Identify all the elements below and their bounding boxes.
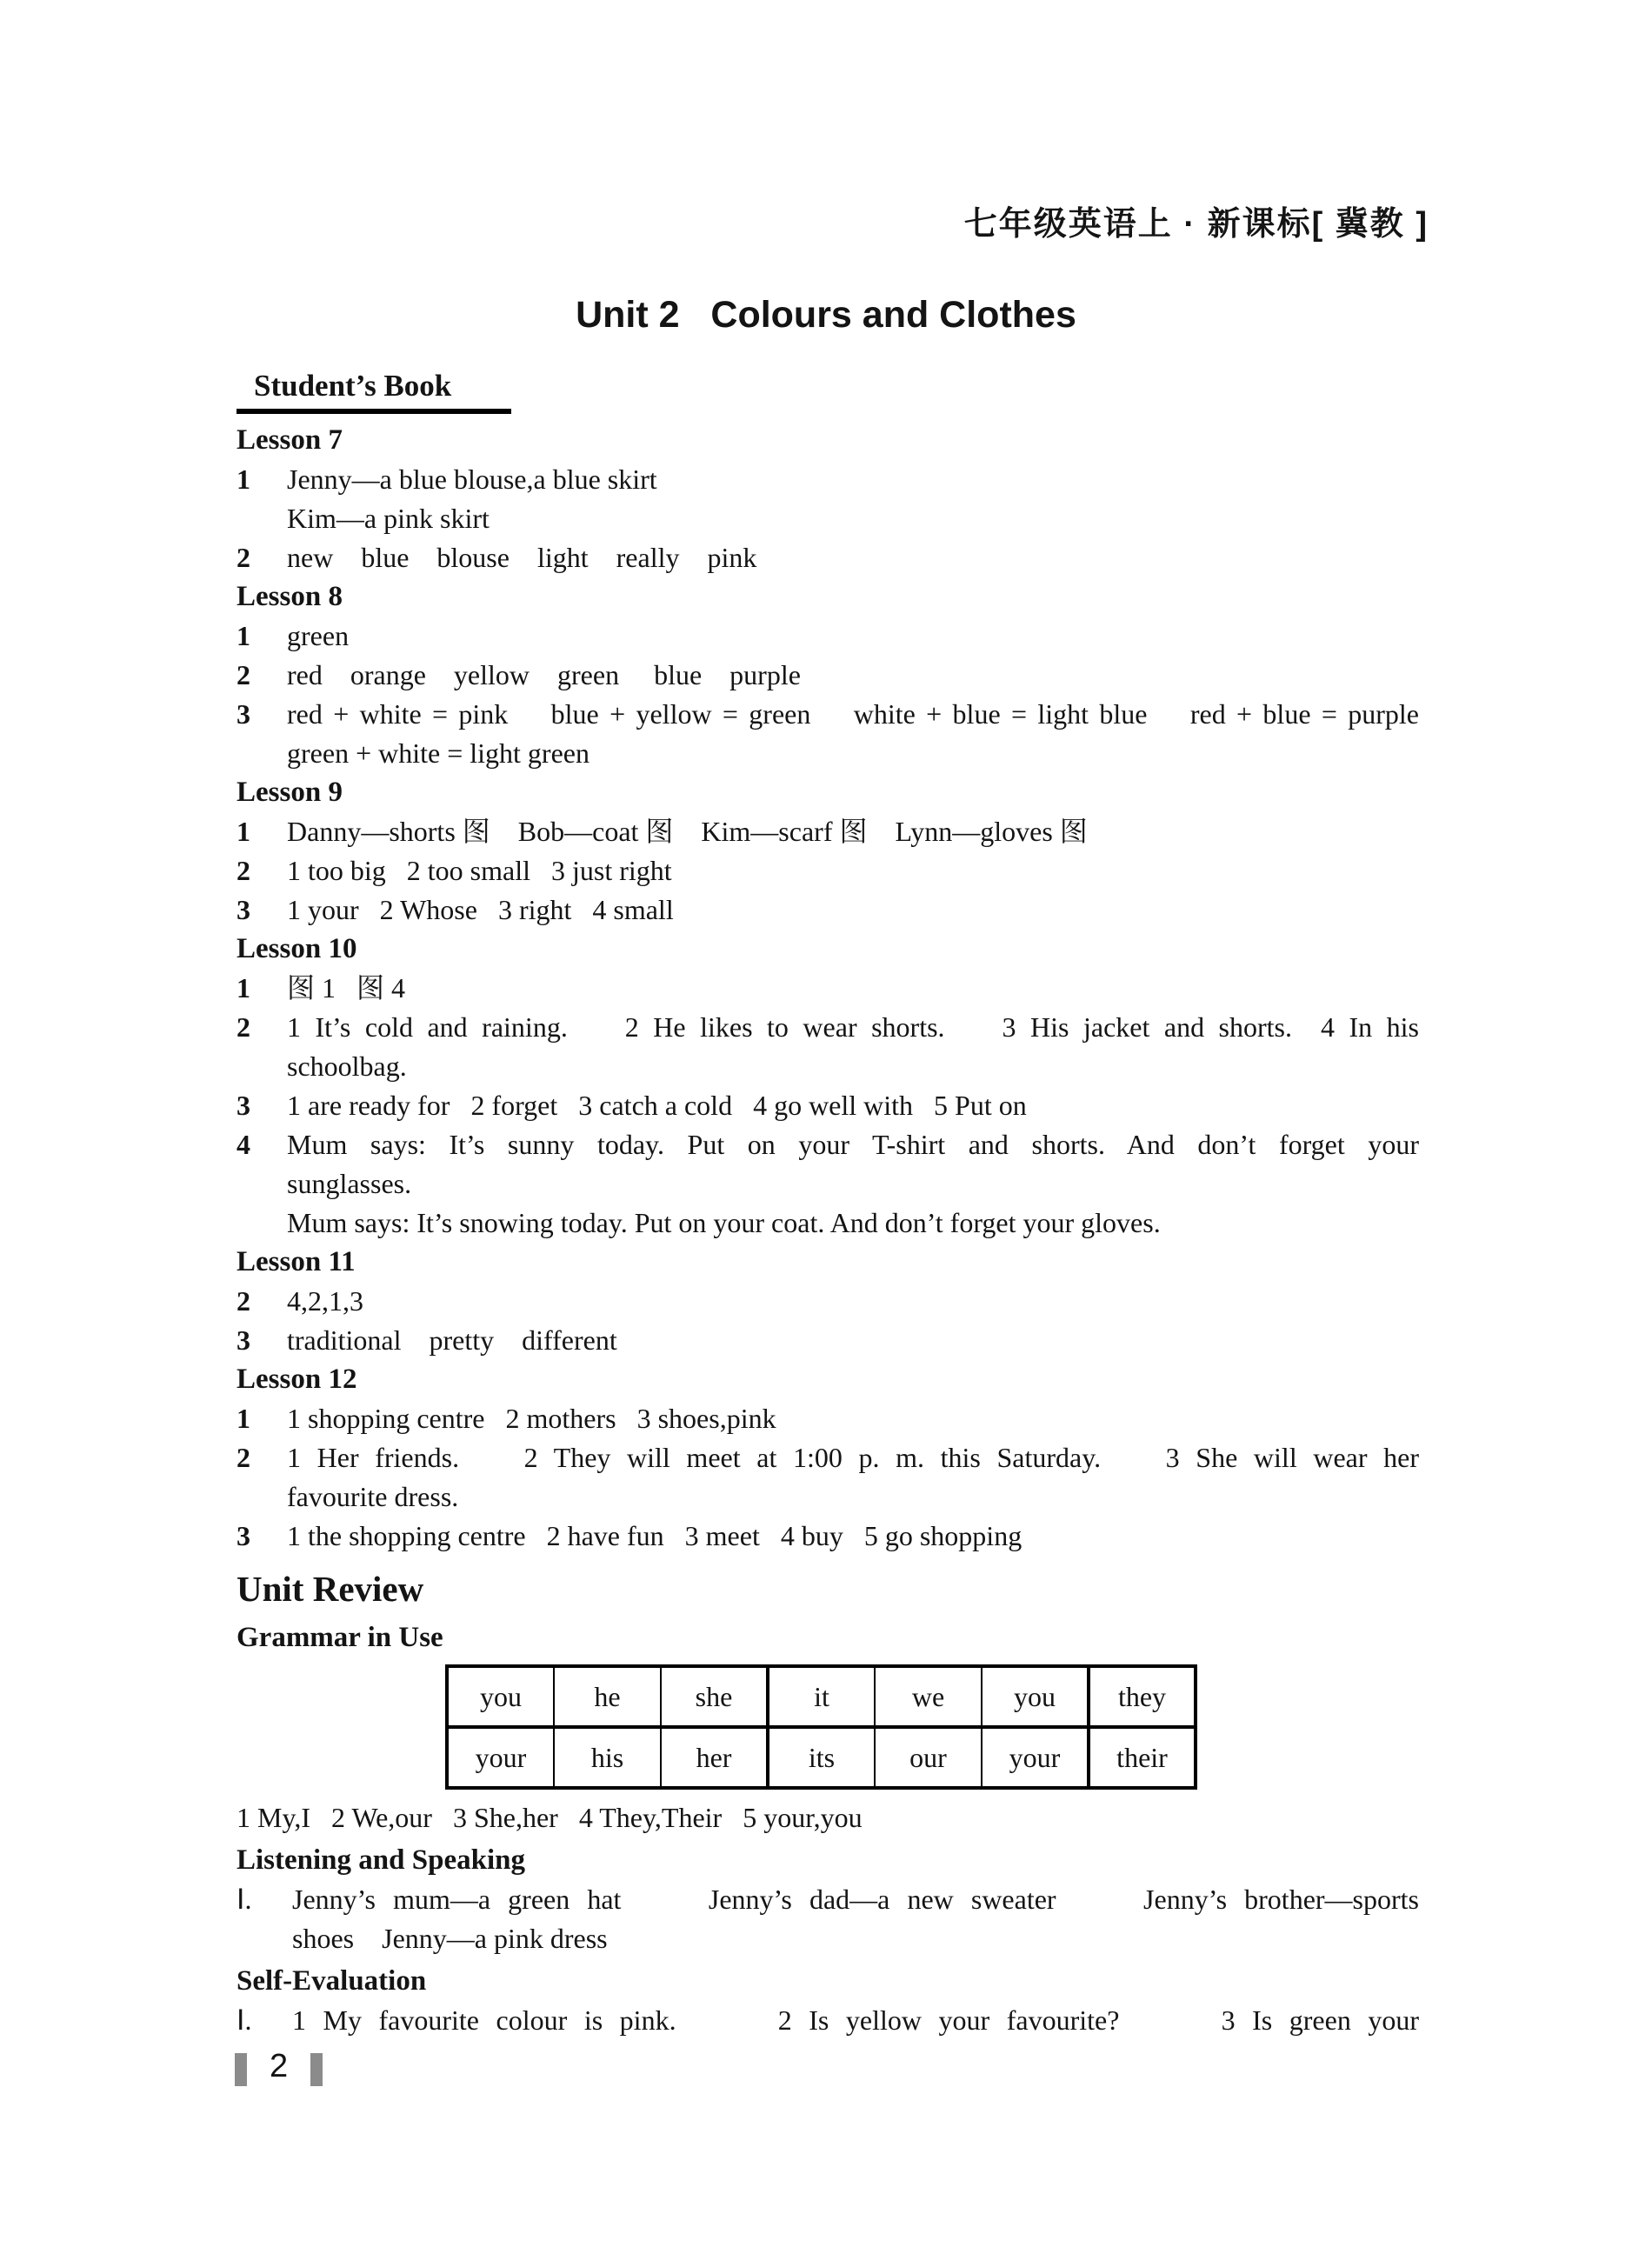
item-body (287, 812, 1419, 851)
answer-line: 1 the shopping centre 2 have fun 3 meet 4 buy 5 go shopping (287, 1520, 1023, 1551)
answer-line: favourite dress. (287, 1481, 459, 1512)
item-number: 1 (236, 972, 250, 1004)
item-number: 3 (236, 1090, 250, 1121)
footer-bar-right (310, 2053, 323, 2086)
answer-item (236, 617, 1419, 656)
lesson-heading: Lesson 9 (236, 777, 343, 808)
item-body (287, 617, 1419, 656)
answer-line: 1 too big 2 too small 3 just right (287, 855, 672, 886)
item-body (287, 1399, 1419, 1438)
table-cell: her (661, 1727, 768, 1788)
item-number: 3 (236, 1520, 250, 1551)
answer-item (236, 1282, 1419, 1321)
pronoun-table (445, 1664, 1197, 1790)
answer-line: Kim—a pink skirt (287, 503, 490, 534)
table-row (447, 1666, 1196, 1727)
item-body (292, 1880, 1419, 1958)
answer-line: Jenny—a blue blouse,a blue skirt (287, 463, 657, 495)
table-cell: he (554, 1666, 661, 1727)
answer-line: new blue blouse light really pink (287, 542, 757, 573)
table-cell: its (768, 1727, 875, 1788)
lesson-heading: Lesson 11 (236, 1246, 356, 1277)
students-book-label: Student’s Book (254, 369, 452, 403)
item-body (287, 1321, 1419, 1360)
answer-item (236, 1008, 1419, 1086)
item-number: 3 (236, 1324, 250, 1356)
sub-section-heading: Listening and Speaking (236, 1844, 525, 1876)
answer-line: green + white = light green (287, 737, 590, 769)
item-body (287, 1008, 1419, 1086)
item-number: 2 (236, 1285, 250, 1317)
item-body (292, 2001, 1419, 2040)
footer-bar-left (235, 2053, 247, 2086)
item-body (287, 1517, 1419, 1556)
answer-line: shoes Jenny—a pink dress (292, 1923, 608, 1954)
item-number: 1 (236, 463, 250, 495)
lesson-heading: Lesson 7 (236, 424, 343, 456)
item-number: Ⅰ. (236, 2004, 252, 2036)
item-number: 2 (236, 1011, 250, 1043)
answer-line: Danny—shorts 图 Bob—coat 图 Kim—scarf 图 Lynn—gloves 图 (287, 816, 1088, 847)
table-cell: their (1089, 1727, 1196, 1788)
item-number: 1 (236, 620, 250, 651)
students-book-section-header (236, 369, 511, 414)
answer-line: Mum says: It’s snowing today. Put on your coat. And don’t forget your gloves. (287, 1207, 1161, 1238)
answer-line: sunglasses. (287, 1168, 412, 1199)
item-body (287, 851, 1419, 890)
lesson-heading: Lesson 8 (236, 581, 343, 612)
table-cell: your (982, 1727, 1089, 1788)
table-cell: she (661, 1666, 768, 1727)
answer-item (236, 1321, 1419, 1360)
table-row (447, 1727, 1196, 1788)
answer-line: red orange yellow green blue purple (287, 659, 801, 690)
table-cell: our (875, 1727, 982, 1788)
answer-item (236, 695, 1419, 773)
answer-line: 1 your 2 Whose 3 right 4 small (287, 894, 674, 925)
answer-line: 1 My favourite colour is pink. 2 Is yellow your favourite? 3 Is green your (292, 2004, 1419, 2036)
table-cell: we (875, 1666, 982, 1727)
answer-line: 1 are ready for 2 forget 3 catch a cold 4 go well with 5 Put on (287, 1090, 1027, 1121)
answer-line: 1 Her friends. 2 They will meet at 1:00 p. m. this Saturday. 3 She will wear her (287, 1442, 1419, 1473)
table-cell: you (447, 1666, 554, 1727)
item-number: 4 (236, 1129, 250, 1160)
answer-item (236, 969, 1419, 1008)
lesson-heading: Lesson 12 (236, 1364, 357, 1395)
page-number: 2 (270, 2048, 289, 2084)
answer-line: 4,2,1,3 (287, 1285, 363, 1317)
answer-item (236, 1399, 1419, 1438)
answer-line: Jenny’s mum—a green hat Jenny’s dad—a new sweater Jenny’s brother—sports (292, 1884, 1419, 1915)
answer-line: 1 It’s cold and raining. 2 He likes to wear shorts. 3 His jacket and shorts. 4 In his (287, 1011, 1419, 1043)
item-body (287, 1086, 1419, 1125)
content (236, 421, 1419, 2040)
table-cell: they (1089, 1666, 1196, 1727)
sub-section-heading: Self-Evaluation (236, 1965, 427, 1997)
answer-item (236, 851, 1419, 890)
answer-line: traditional pretty different (287, 1324, 617, 1356)
table-cell: his (554, 1727, 661, 1788)
item-number: 3 (236, 698, 250, 730)
item-body (287, 890, 1419, 930)
table-cell: your (447, 1727, 554, 1788)
answer-line: red + white = pink blue + yellow = green white + blue = light blue red + blue = purple (287, 698, 1419, 730)
item-body (287, 656, 1419, 695)
answer-item (236, 2001, 1419, 2040)
table-cell: it (768, 1666, 875, 1727)
item-body (287, 969, 1419, 1008)
page-footer (235, 2048, 323, 2085)
item-body (287, 1125, 1419, 1243)
item-body (287, 460, 1419, 538)
item-number: 2 (236, 542, 250, 573)
answer-item (236, 1086, 1419, 1125)
sub-section-heading: Grammar in Use (236, 1622, 443, 1653)
unit-review-heading: Unit Review (236, 1569, 424, 1609)
answer-line: Mum says: It’s sunny today. Put on your T-shirt and shorts. And don’t forget your (287, 1129, 1419, 1160)
item-body (287, 695, 1419, 773)
answer-item (236, 460, 1419, 538)
item-number: 2 (236, 659, 250, 690)
answer-item (236, 1880, 1419, 1958)
answer-item (236, 812, 1419, 851)
item-body (287, 538, 1419, 577)
answer-item (236, 890, 1419, 930)
item-number: 1 (236, 816, 250, 847)
answer-line: 图 1 图 4 (287, 972, 406, 1004)
answer-item (236, 538, 1419, 577)
answer-item (236, 1517, 1419, 1556)
item-body (287, 1282, 1419, 1321)
item-number: 3 (236, 894, 250, 925)
item-number: Ⅰ. (236, 1884, 252, 1915)
answer-item (236, 1438, 1419, 1517)
item-number: 1 (236, 1403, 250, 1434)
answer-line: 1 shopping centre 2 mothers 3 shoes,pink (287, 1403, 776, 1434)
edition-header: 七年级英语上 · 新课标[ 冀教 ] (963, 206, 1429, 243)
answer-item (236, 656, 1419, 695)
item-number: 2 (236, 855, 250, 886)
table-cell: you (982, 1666, 1089, 1727)
item-number: 2 (236, 1442, 250, 1473)
answer-line: schoolbag. (287, 1050, 407, 1082)
answer-item (236, 1125, 1419, 1243)
lesson-heading: Lesson 10 (236, 933, 357, 964)
answer-line: green (287, 620, 350, 651)
answer-line: 1 My,I 2 We,our 3 She,her 4 They,Their 5 your,you (236, 1802, 863, 1833)
unit-title: Unit 2 Colours and Clothes (576, 294, 1076, 336)
item-body (287, 1438, 1419, 1517)
